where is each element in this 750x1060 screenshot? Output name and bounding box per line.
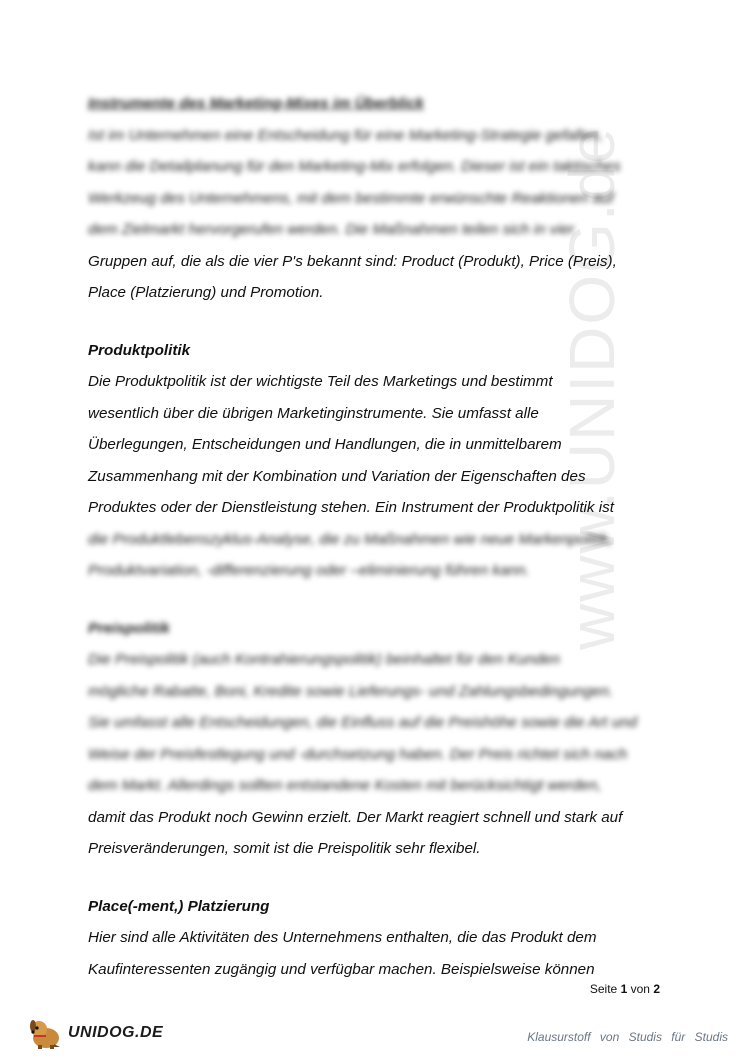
paragraph-line: dem Zielmarkt hervorgerufen werden. Die Maßnahmen teilen sich in vier [88,221,575,238]
paragraph-line: wesentlich über die übrigen Marketinginstrumente. Sie umfasst alle [88,404,539,422]
paragraph-line: Preisveränderungen, somit ist die Preispolitik sehr flexibel. [88,840,481,857]
section-heading: Produktpolitik [88,341,191,359]
paragraph-line: Sie umfasst alle Entscheidungen, die Einfluss auf die Preishöhe sowie die Art und [88,714,638,731]
paragraph-line: Produktvariation, -differenzierung oder –eliminierung führen kann. [88,562,530,579]
section-heading: Preispolitik [88,619,170,637]
paragraph-line: Zusammenhang mit der Kombination und Variation der Eigenschaften des [88,467,586,485]
logo-text: UNIDOG.DE [68,1024,164,1041]
paragraph-line: Überlegungen, Entscheidungen und Handlungen, die in unmittelbarem [88,436,562,453]
paragraph-line: dem Markt. Allerdings sollten entstandene Kosten mit berücksichtigt werden, [88,777,602,794]
page-label: Seite [589,982,618,996]
paragraph-line: Gruppen auf, die als die vier P's bekannt sind: Product (Produkt), Price (Preis), [88,252,617,270]
paragraph-line: die Produktlebenszyklus-Analyse, die zu Maßnahmen wie neue Markenpolitik, [88,530,613,548]
paragraph-line: damit das Produkt noch Gewinn erzielt. Der Markt reagiert schnell und stark auf [88,808,623,826]
paragraph-line: Werkzeug des Unternehmens, mit dem bestimmte erwünschte Reaktionen auf [88,189,614,207]
paragraph-line: Ist im Unternehmen eine Entscheidung für eine Marketing-Strategie gefallen, [88,126,603,144]
unidog-logo [24,1016,164,1050]
paragraph-line: Weise der Preisfestlegung und -durchsetzung haben. Der Preis richtet sich nach [88,745,628,763]
section-heading: Instrumente des Marketing-Mixes im Überblick [88,95,424,112]
page-current: 1 [620,982,628,996]
paragraph-line: Hier sind alle Aktivitäten des Unternehmens enthalten, die das Produkt dem [88,929,597,946]
paragraph-line: Kaufinteressenten zugängig und verfügbar machen. Beispielsweise können [88,960,595,978]
paragraph-line: mögliche Rabatte, Boni, Kredite sowie Lieferungs- und Zahlungsbedingungen. [88,682,614,700]
document-body [88,88,673,985]
dog-mascot-icon [24,1016,68,1050]
paragraph-line: kann die Detailplanung für den Marketing-Mix erfolgen. Dieser ist ein taktisches [88,158,621,175]
paragraph-line: Die Produktpolitik ist der wichtigste Teil des Marketings und bestimmt [88,373,553,390]
section-heading: Place(-ment,) Platzierung [88,897,270,915]
page-number [590,982,660,996]
paragraph-line: Produktes oder der Dienstleistung stehen. Ein Instrument der Produktpolitik ist [88,499,614,516]
page-of: von [630,982,650,996]
paragraph-line: Die Preispolitik (auch Kontrahierungspolitik) beinhaltet für den Kunden [88,651,560,668]
footer-tagline: Klausurstoff von Studis für Studis [527,1030,728,1044]
page-total: 2 [653,982,660,996]
paragraph-line: Place (Platzierung) und Promotion. [88,284,324,301]
watermark-text: www.UNIDOG.de [556,126,628,650]
